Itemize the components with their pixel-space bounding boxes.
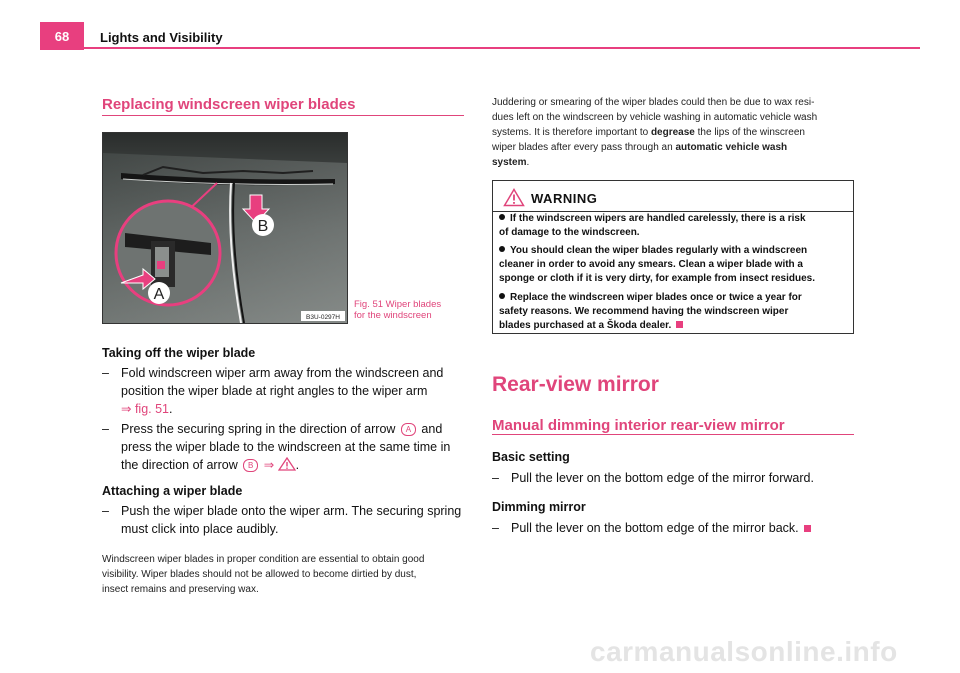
warning-title: WARNING [531, 191, 598, 206]
callout-b-label: B [257, 218, 269, 235]
bullet-icon [499, 214, 505, 220]
section-rule [492, 434, 854, 435]
warning-item-careless: If the windscreen wipers are handled carelessly, there is a risk of damage to the windscreen. [499, 213, 806, 238]
callout-a-label: A [153, 286, 165, 303]
warning-triangle-icon [503, 188, 525, 207]
page-number: 68 [40, 22, 84, 50]
section-rule [102, 115, 464, 116]
arrow-a-marker: A [401, 423, 416, 436]
step-press-spring: – Press the securing spring in the direction of arrow A and press the wiper blade to the windscreen at the same time in the direction of arrow B ⇒ . [102, 422, 451, 472]
image-code: B3U-0297H [306, 314, 340, 321]
warning-header [493, 181, 853, 211]
heading-taking-off: Taking off the wiper blade [102, 346, 256, 360]
step-pull-forward: – Pull the lever on the bottom edge of the mirror forward. [492, 471, 814, 485]
warning-ref-arrow[interactable]: ⇒ [263, 458, 275, 472]
note-wiper-condition: Windscreen wiper blades in proper condition are essential to obtain good visibility. Wiper blades should not be allowed to become dirtied by dust, insect remains and preserving wax. [102, 554, 425, 595]
end-of-section-marker [804, 525, 811, 532]
watermark: carmanualsonline.info [590, 636, 898, 667]
bullet-icon [499, 246, 505, 252]
chapter-title-rear-view-mirror: Rear-view mirror [492, 373, 659, 396]
figure-reference-link[interactable]: ⇒ fig. 51 [121, 402, 169, 416]
arrow-b-marker: B [243, 459, 258, 472]
warning-item-clean: You should clean the wiper blades regularly with a windscreen cleaner in order to avoid any smears. Clean a wiper blade with a sponge or cloth if it is very dirty, for example from insect residues. [499, 245, 816, 284]
end-of-section-marker [676, 321, 683, 328]
warning-item-replace: Replace the windscreen wiper blades once or twice a year for safety reasons. We recommend having the windscreen wiper blades purchased at a Škoda dealer. [499, 292, 802, 331]
section-title-wiper-blades: Replacing windscreen wiper blades [102, 96, 356, 113]
bullet-icon [499, 293, 505, 299]
heading-basic-setting: Basic setting [492, 450, 570, 464]
figure-caption: Fig. 51 Wiper blades for the windscreen [354, 299, 442, 321]
step-pull-back: – Pull the lever on the bottom edge of the mirror back. [492, 519, 872, 537]
warning-box [492, 180, 854, 334]
heading-attaching: Attaching a wiper blade [102, 484, 243, 498]
heading-dimming-mirror: Dimming mirror [492, 500, 586, 514]
figure-wiper-blade [102, 132, 348, 324]
step-fold-wiper-arm: – Fold windscreen wiper arm away from the windscreen and position the wiper blade at right angles to the wiper arm ⇒ fig. 51. [102, 366, 444, 416]
step-push-blade: – Push the wiper blade onto the wiper arm. The securing spring must click into place audibly. [102, 504, 462, 536]
running-head: Lights and Visibility [100, 30, 223, 45]
section-title-manual-dimming: Manual dimming interior rear-view mirror [492, 417, 785, 434]
header-rule [40, 47, 920, 49]
wiper-blade-illustration [103, 133, 347, 323]
warning-triangle-icon[interactable] [278, 457, 296, 471]
intro-juddering: Juddering or smearing of the wiper blades could then be due to wax resi- dues left on the windscreen by vehicle washing in automatic vehicle wash systems. It is therefore important to degrease the lips of the winscreen wiper blades after every pass through an automatic vehicle wash system. [492, 97, 818, 168]
